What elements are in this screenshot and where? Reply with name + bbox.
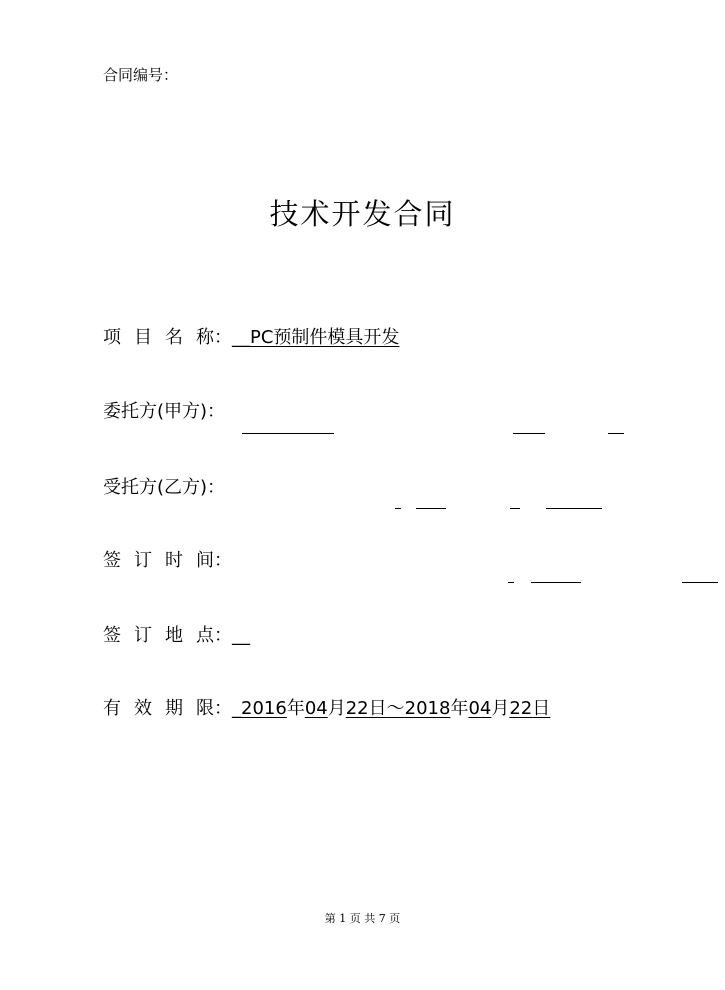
client-row	[103, 398, 225, 426]
validity-label	[103, 695, 214, 723]
sign-time-blank-2	[682, 581, 718, 583]
label-char: 限	[196, 698, 214, 719]
label-char: 期	[165, 698, 196, 719]
validity-row	[103, 695, 550, 723]
label-char: 有	[103, 698, 134, 719]
page-total: 7	[378, 912, 386, 925]
sign-time-blank-1	[531, 581, 581, 583]
validity-year-unit-1: 年	[286, 698, 305, 719]
label-char: 项	[103, 327, 134, 348]
contractor-label: 受托方(乙方)	[103, 477, 208, 498]
validity-colon: ：	[214, 698, 232, 719]
sign-place-label	[103, 622, 214, 650]
label-char: 目	[134, 327, 165, 348]
contractor-colon: ：	[207, 477, 226, 498]
contractor-row	[103, 474, 225, 502]
page-suffix: 页	[389, 912, 401, 925]
sign-place-row	[103, 622, 250, 650]
contractor-blank-1	[416, 507, 446, 509]
project-name-label	[103, 324, 214, 352]
validity-month-unit-1: 月	[327, 698, 346, 719]
validity-start-month: 04	[304, 698, 328, 719]
validity-end-year: 2018	[404, 698, 451, 719]
label-char: 点	[196, 625, 214, 646]
contract-number-label: 合同编号：	[103, 66, 179, 84]
client-blank-1	[242, 432, 334, 434]
page-current: 1	[339, 912, 347, 925]
document-title: 技术开发合同	[269, 197, 456, 231]
sign-time-label	[103, 547, 214, 575]
client-label: 委托方(甲方)	[103, 401, 208, 422]
validity-day-unit-2: 日	[532, 698, 551, 719]
sign-time-row	[103, 547, 232, 575]
contractor-blank-3	[546, 507, 602, 509]
label-char: 签	[103, 550, 134, 571]
label-char: 订	[134, 625, 165, 646]
page-mid: 页 共	[349, 912, 376, 925]
contractor-blank-2	[510, 507, 520, 509]
client-colon: ：	[207, 401, 226, 422]
project-name-value: PC预制件模具开发	[250, 327, 400, 348]
validity-separator: ～	[386, 698, 405, 719]
project-name-row	[103, 324, 399, 352]
validity-prefix: _	[232, 698, 241, 719]
label-char: 称	[196, 327, 214, 348]
sign-time-colon: ：	[214, 550, 232, 571]
project-name-prefix: __	[232, 327, 250, 348]
validity-end-month: 04	[468, 698, 492, 719]
label-char: 签	[103, 625, 134, 646]
page-number	[0, 910, 725, 926]
sign-time-blank-0	[508, 581, 514, 583]
validity-year-unit-2: 年	[450, 698, 469, 719]
label-char: 名	[165, 327, 196, 348]
validity-day-unit-1: 日	[368, 698, 387, 719]
validity-start-year: 2016	[241, 698, 287, 719]
validity-start-day: 22	[345, 698, 369, 719]
page-prefix: 第	[324, 912, 336, 925]
validity-end-day: 22	[509, 698, 533, 719]
label-char: 时	[165, 550, 196, 571]
label-char: 订	[134, 550, 165, 571]
label-char: 间	[196, 550, 214, 571]
label-char: 地	[165, 625, 196, 646]
sign-place-colon: ：	[214, 625, 232, 646]
project-name-colon: ：	[214, 327, 232, 348]
validity-month-unit-2: 月	[491, 698, 510, 719]
label-char: 效	[134, 698, 165, 719]
client-blank-2	[513, 432, 545, 434]
sign-place-value: __	[232, 625, 250, 646]
client-blank-3	[608, 432, 624, 434]
contractor-blank-0	[395, 507, 401, 509]
